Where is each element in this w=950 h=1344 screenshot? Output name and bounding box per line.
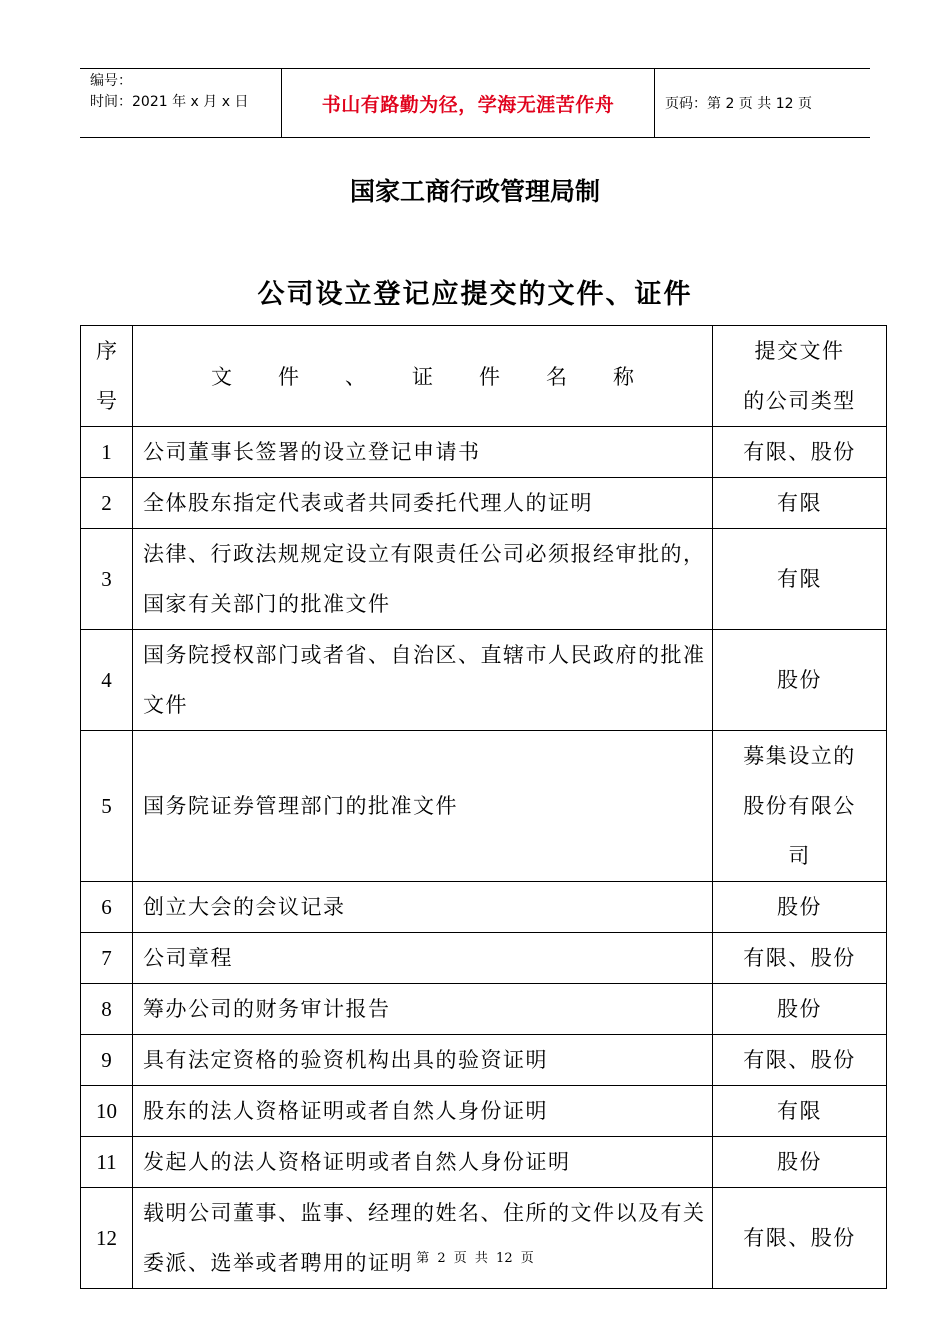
table-row <box>81 529 887 630</box>
row-type: 股份 <box>713 630 887 731</box>
time-label: 时间：2021 年 x 月 x 日 <box>90 94 249 110</box>
row-name: 发起人的法人资格证明或者自然人身份证明 <box>133 1137 713 1188</box>
row-name: 具有法定资格的验资机构出具的验资证明 <box>133 1035 713 1086</box>
row-no: 12 <box>81 1188 133 1289</box>
row-type: 有限、股份 <box>713 1035 887 1086</box>
row-type: 有限、股份 <box>713 427 887 478</box>
row-no: 4 <box>81 630 133 731</box>
header-name: 文件、证件名称 <box>133 326 713 427</box>
table-row <box>81 882 887 933</box>
row-no: 11 <box>81 1137 133 1188</box>
row-no: 9 <box>81 1035 133 1086</box>
table-row <box>81 1137 887 1188</box>
table-row <box>81 427 887 478</box>
documents-table <box>80 325 887 1289</box>
row-no: 10 <box>81 1086 133 1137</box>
table-row <box>81 1086 887 1137</box>
row-type-text: 募集设立的股份有限公司 <box>743 744 856 868</box>
page-header <box>80 68 870 138</box>
number-label: 编号： <box>90 73 132 89</box>
row-name: 国务院证券管理部门的批准文件 <box>133 731 713 882</box>
header-no-line2: 号 <box>96 389 117 413</box>
header-meta <box>80 69 282 137</box>
header-type <box>713 326 887 427</box>
row-no: 8 <box>81 984 133 1035</box>
row-type: 有限、股份 <box>713 933 887 984</box>
header-no <box>81 326 133 427</box>
header-no-line1: 序 <box>96 339 117 363</box>
table-row <box>81 933 887 984</box>
row-name: 股东的法人资格证明或者自然人身份证明 <box>133 1086 713 1137</box>
row-type: 有限 <box>713 529 887 630</box>
row-no: 1 <box>81 427 133 478</box>
table-row <box>81 478 887 529</box>
row-name: 国务院授权部门或者省、自治区、直辖市人民政府的批准文件 <box>133 630 713 731</box>
header-motto: 书山有路勤为径，学海无涯苦作舟 <box>282 69 655 137</box>
row-no: 6 <box>81 882 133 933</box>
row-name: 筹办公司的财务审计报告 <box>133 984 713 1035</box>
row-type: 有限 <box>713 1086 887 1137</box>
table-header-row <box>81 326 887 427</box>
row-no: 5 <box>81 731 133 882</box>
row-name: 全体股东指定代表或者共同委托代理人的证明 <box>133 478 713 529</box>
row-type: 股份 <box>713 882 887 933</box>
row-no: 2 <box>81 478 133 529</box>
row-no: 7 <box>81 933 133 984</box>
row-type: 股份 <box>713 1137 887 1188</box>
table-row <box>81 630 887 731</box>
header-type-line1: 提交文件 <box>754 339 845 363</box>
table-row <box>81 1188 887 1289</box>
document-title: 公司设立登记应提交的文件、证件 <box>257 279 693 310</box>
row-name: 公司董事长签署的设立登记申请书 <box>133 427 713 478</box>
authority-title: 国家工商行政管理局制 <box>349 177 600 206</box>
table-row <box>81 1035 887 1086</box>
header-type-line2: 的公司类型 <box>743 389 856 413</box>
row-name: 载明公司董事、监事、经理的姓名、住所的文件以及有关委派、选举或者聘用的证明 <box>133 1188 713 1289</box>
header-page-info: 页码：第 2 页 共 12 页 <box>665 96 812 112</box>
row-name: 公司章程 <box>133 933 713 984</box>
table-row <box>81 731 887 882</box>
page-footer: 第 2 页 共 12 页 <box>416 1251 534 1266</box>
row-name: 创立大会的会议记录 <box>133 882 713 933</box>
row-name: 法律、行政法规规定设立有限责任公司必须报经审批的，国家有关部门的批准文件 <box>133 529 713 630</box>
row-no: 3 <box>81 529 133 630</box>
row-type: 股份 <box>713 984 887 1035</box>
row-type <box>713 731 887 882</box>
table-row <box>81 984 887 1035</box>
row-type: 有限、股份 <box>713 1188 887 1289</box>
row-type: 有限 <box>713 478 887 529</box>
